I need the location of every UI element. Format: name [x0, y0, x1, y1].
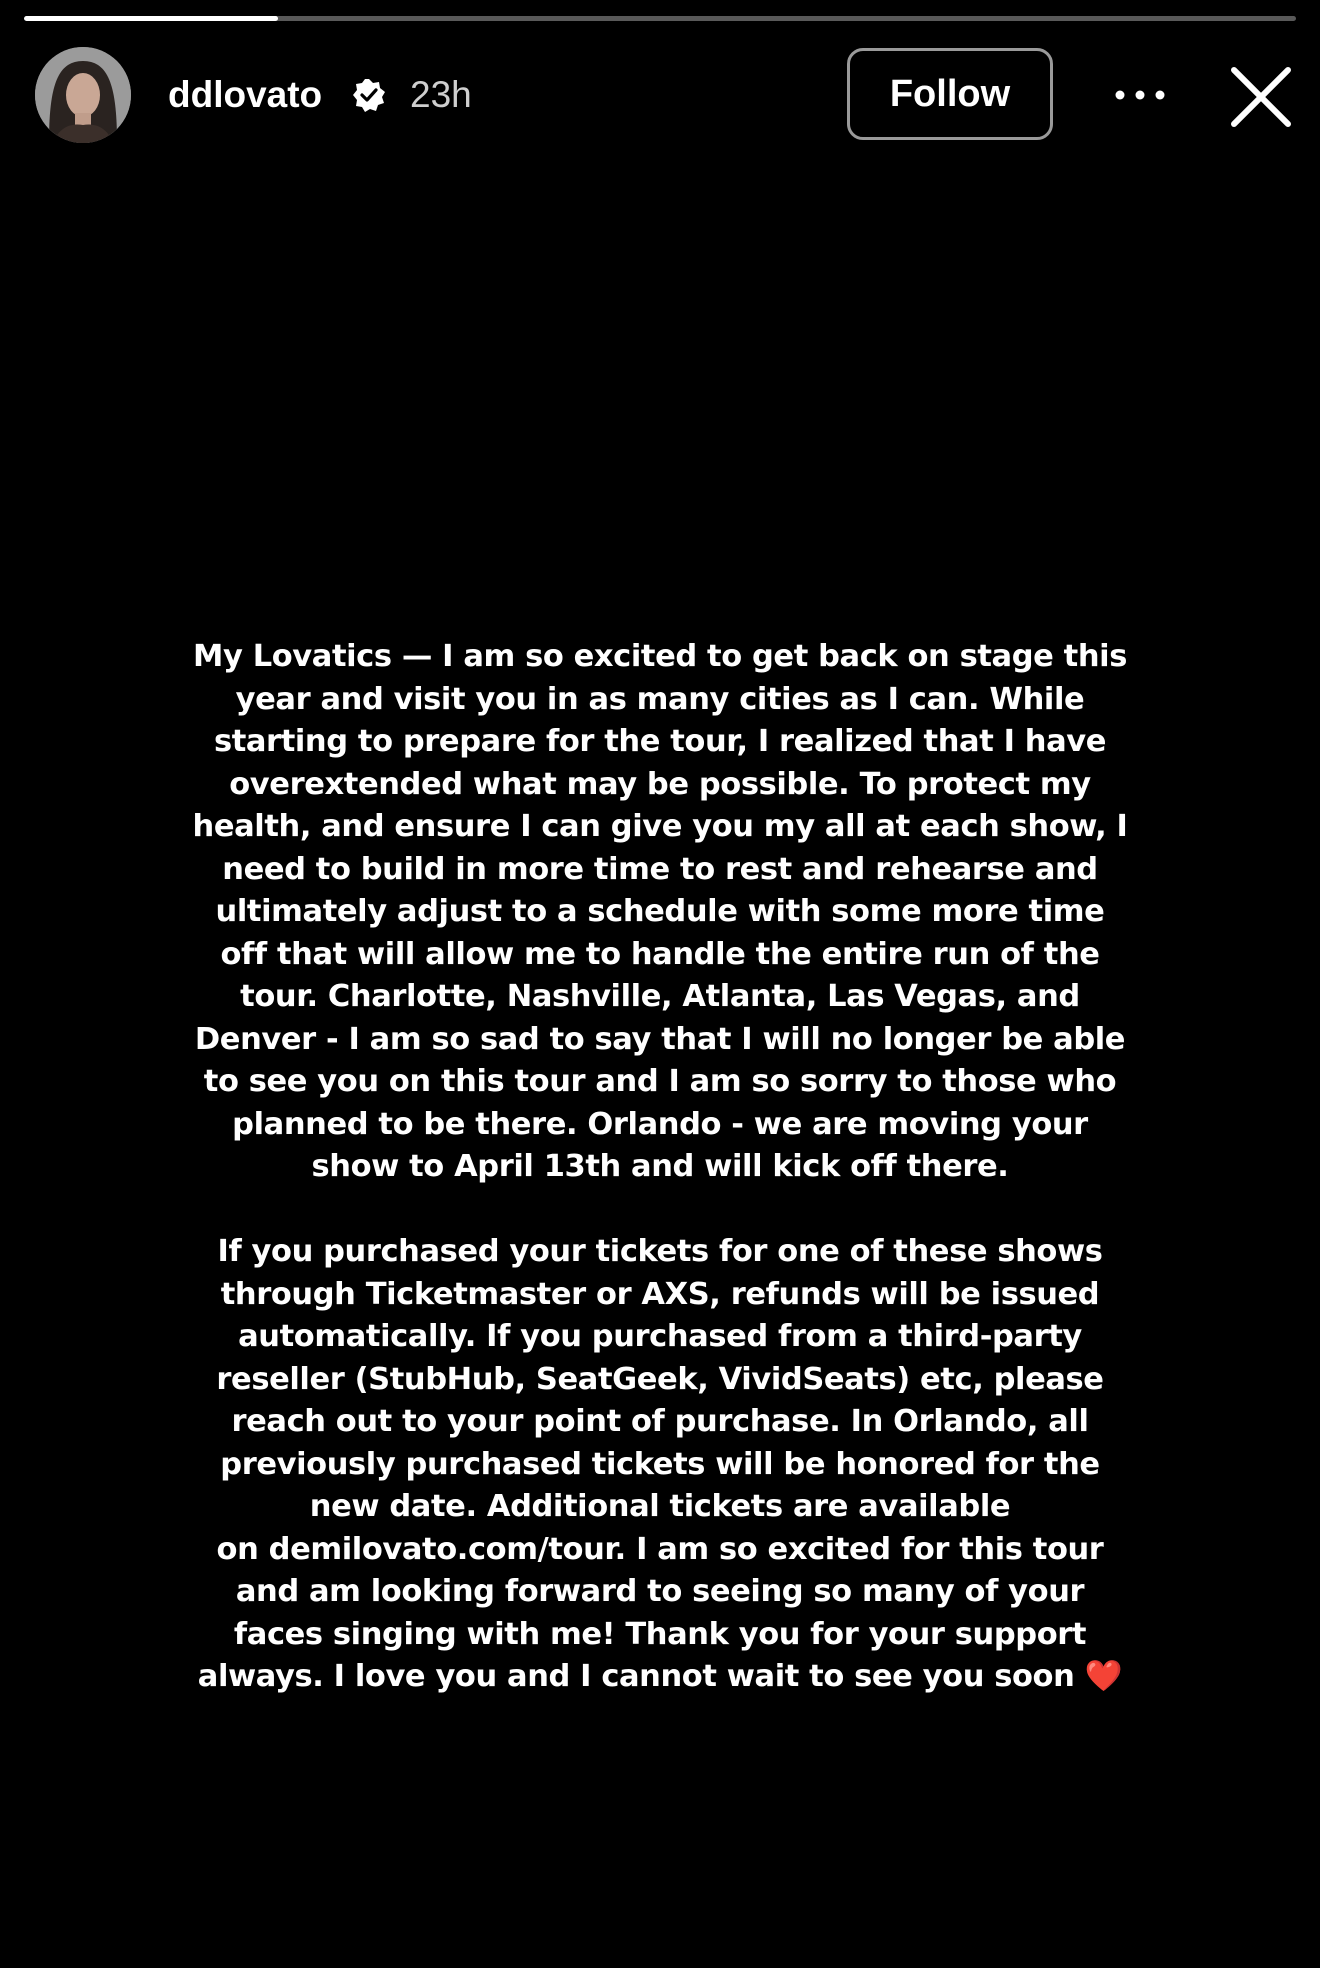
story-text-line: and am looking forward to seeing so many of your [235, 1574, 1085, 1609]
avatar-image [35, 47, 131, 143]
story-text-line: need to build in more time to rest and rehearse and [222, 851, 1098, 887]
story-text-line: ultimately adjust to a schedule with some more time [215, 894, 1105, 929]
story-text-line: to see you on this tour and I am so sorry to those who [203, 1064, 1117, 1099]
story-text-line: through Ticketmaster or AXS, refunds will be issued [220, 1276, 1100, 1312]
story-text-line: planned to be there. Orlando - we are moving your [232, 1106, 1088, 1142]
story-text-line: off that will allow me to handle the entire run of the [220, 936, 1100, 972]
story-paragraph-2 [150, 1231, 1170, 1699]
story-text-line: tour. Charlotte, Nashville, Atlanta, Las Vegas, and [240, 979, 1080, 1014]
close-icon[interactable] [1226, 62, 1296, 132]
verified-badge-icon [352, 78, 386, 112]
story-text-line: automatically. If you purchased from a third-party [238, 1319, 1082, 1354]
story-text-line: on demilovato.com/tour. I am so excited for this tour [216, 1531, 1104, 1567]
story-paragraph-1 [150, 636, 1170, 1189]
story-text-line: reach out to your point of purchase. In Orlando, all [231, 1404, 1089, 1439]
story-text-line: overextended what may be possible. To protect my [229, 766, 1091, 802]
story-text-line: health, and ensure I can give you my all at each show, I [192, 809, 1128, 844]
story-text-line: Denver - I am so sad to say that I will no longer be able [194, 1021, 1126, 1057]
story-text-line: faces singing with me! Thank you for your support [233, 1616, 1087, 1652]
story-progress-fill [24, 16, 278, 21]
post-timestamp: 23h [410, 74, 472, 115]
more-icon[interactable] [1112, 80, 1168, 110]
story-text [150, 636, 1170, 1699]
username[interactable]: ddlovato [168, 74, 323, 115]
story-text-line: previously purchased tickets will be honored for the [220, 1446, 1100, 1482]
story-text-line: reseller (StubHub, SeatGeek, VividSeats) etc, please [216, 1361, 1104, 1397]
story-text-line: starting to prepare for the tour, I realized that I have [213, 724, 1107, 759]
follow-button[interactable]: Follow [847, 48, 1053, 140]
story-text-line: My Lovatics — I am so excited to get back on stage this [193, 639, 1127, 674]
story-progress-bar [24, 16, 1296, 21]
story-text-line: new date. Additional tickets are available [309, 1489, 1011, 1524]
story-text-line: If you purchased your tickets for one of these shows [217, 1234, 1103, 1269]
story-text-line: always. I love you and I cannot wait to see you soon ❤️ [197, 1659, 1123, 1694]
avatar[interactable] [35, 47, 131, 143]
story-text-line: year and visit you in as many cities as I can. While [235, 681, 1085, 717]
story-text-line: show to April 13th and will kick off there. [311, 1149, 1009, 1184]
